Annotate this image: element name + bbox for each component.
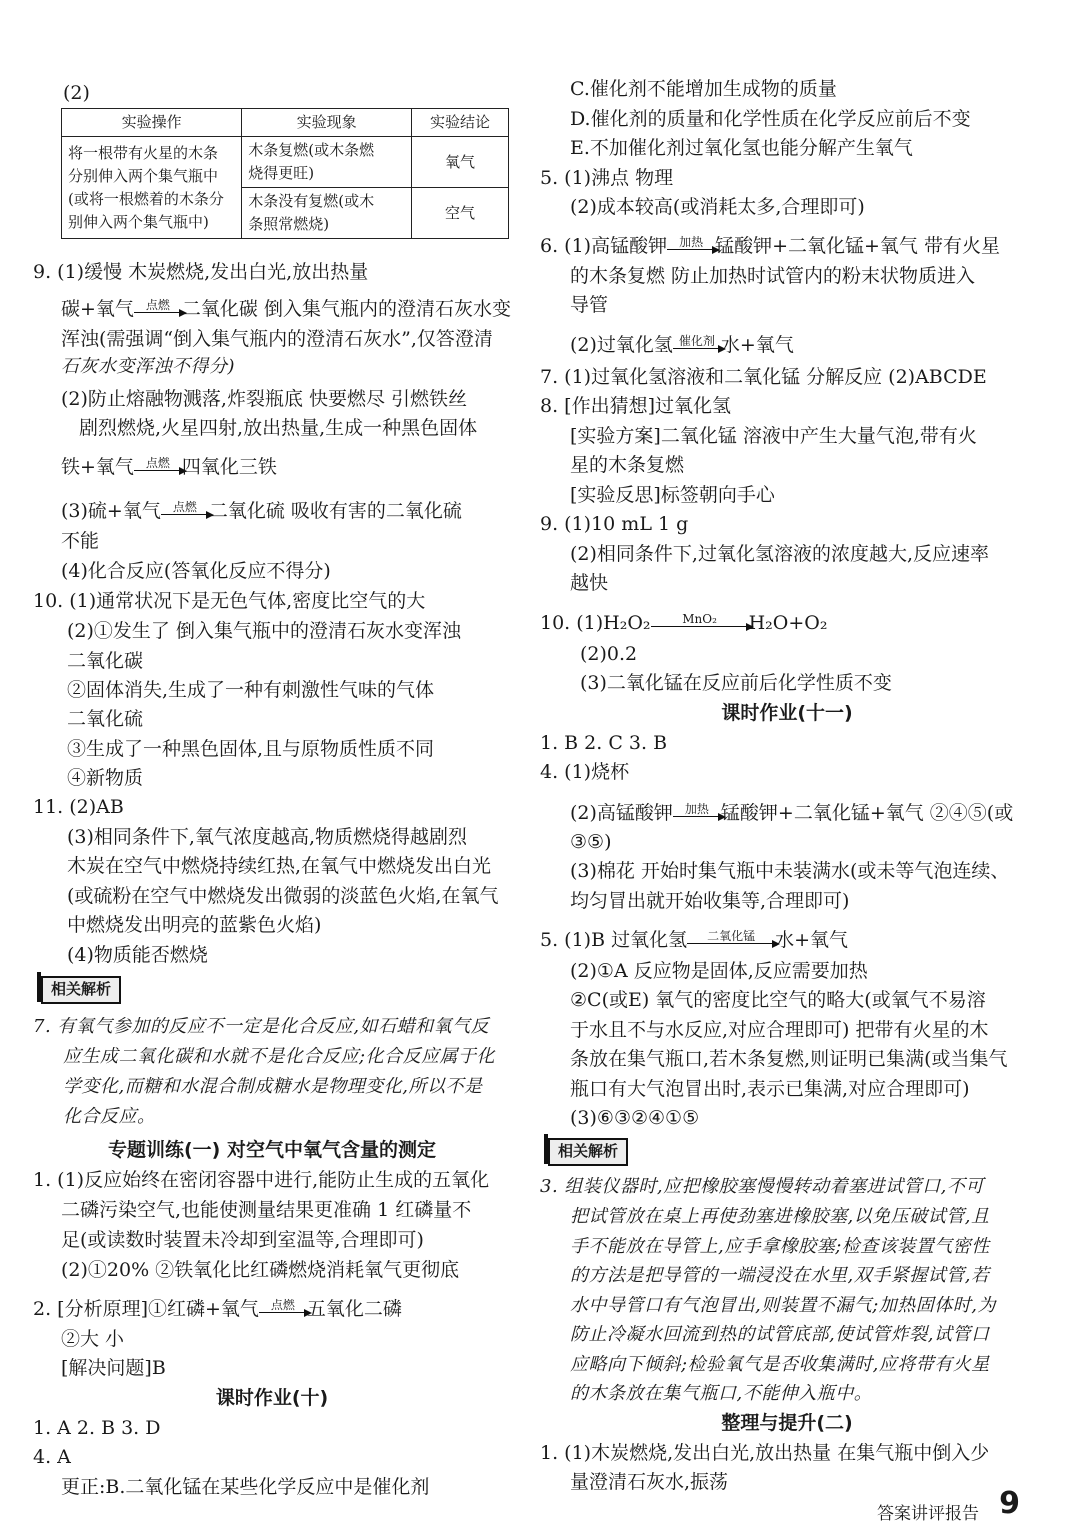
section-heading-special-training: 专题训练(一) 对空气中氧气含量的测定	[108, 1139, 436, 1161]
equation-left: 碳+氧气	[61, 298, 134, 320]
r-q9-a: 9. (1)10 mL 1 g	[540, 513, 689, 535]
equation-left: (2)过氧化氢	[570, 334, 673, 356]
analysis-3-h: 的木条放在集气瓶口,不能伸入瓶中。	[570, 1383, 873, 1404]
q10-part2-e: ③生成了一种黑色固体,且与原物质性质不同	[67, 738, 435, 760]
q10-part2-a: (2)①发生了 倒入集气瓶中的澄清石灰水变浑浊	[67, 620, 461, 642]
op-line: 别伸入两个集气瓶中)	[68, 212, 209, 231]
r-q9-b: (2)相同条件下,过氧化氢溶液的浓度越大,反应速率	[570, 543, 989, 565]
q9-line-3: 浑浊(需强调“倒入集气瓶内的澄清石灰水”,仅答澄清	[61, 328, 493, 350]
q8-part2-label: (2)	[63, 82, 90, 104]
hw11-q5-g: (3)⑥③②④①⑤	[570, 1107, 700, 1129]
obs-line: 烧得更旺)	[248, 164, 315, 182]
q11-part3-d: 中燃烧发出明亮的蓝紫色火焰)	[67, 914, 322, 936]
reaction-arrow: 点燃	[134, 298, 182, 313]
analysis-3-c: 手不能放在导管上,应手拿橡胶塞;检查该装置气密性	[570, 1236, 990, 1257]
special-q2-d: [解决问题]B	[61, 1357, 166, 1379]
obs-line: 条照常燃烧)	[248, 215, 330, 233]
analysis-3-g: 应略向下倾斜;检验氧气是否收集满时,应将带有火星	[570, 1354, 990, 1375]
analysis-tag: 相关解析	[41, 976, 121, 1004]
table-cell-operation	[62, 137, 242, 239]
section-heading-review-2: 整理与提升(二)	[721, 1412, 853, 1434]
equation-right: 二氧化碳 倒入集气瓶内的澄清石灰水变	[181, 298, 511, 320]
q11-part3-a: (3)相同条件下,氧气浓度越高,物质燃烧得越剧烈	[67, 826, 467, 848]
analysis-tag: 相关解析	[548, 1138, 628, 1166]
q10-part1: 10. (1)通常状况下是无色气体,密度比空气的大	[33, 590, 426, 612]
hw10-q4-correction: 更正:B.二氧化锰在某些化学反应中是催化剂	[61, 1476, 430, 1498]
r-option-c: C.催化剂不能增加生成物的质量	[570, 78, 837, 100]
q9-part4: (4)化合反应(答氧化反应不得分)	[61, 560, 331, 582]
op-line: 分别伸入两个集气瓶中	[68, 166, 219, 185]
analysis-3-b: 把试管放在桌上再使劲塞进橡胶塞,以免压破试管,且	[570, 1206, 990, 1227]
r-q8-c: 星的木条复燃	[570, 454, 685, 476]
analysis-7-c: 学变化,而糖和水混合制成糖水是物理变化,所以不是	[63, 1076, 483, 1097]
special-q2-a	[33, 1296, 402, 1322]
r-q8-b: [实验方案]二氧化锰 溶液中产生大量气泡,带有火	[570, 425, 977, 447]
special-q1-c: 足(或读数时装置未冷却到室温等,合理即可)	[61, 1229, 424, 1251]
special-q2-c: ②大 小	[61, 1328, 125, 1350]
hw11-q5-f: 瓶口有大气泡冒出时,表示已集满,对应合理即可)	[570, 1078, 970, 1100]
analysis-3-f: 防止冷凝水回流到热的试管底部,使试管炸裂,试管口	[570, 1324, 990, 1345]
hw10-q1-3: 1. A 2. B 3. D	[33, 1417, 161, 1439]
hw11-q1-3: 1. B 2. C 3. B	[540, 732, 668, 754]
special-q1-b: 二磷污染空气,也能使测量结果更准确 1 红磷量不	[61, 1199, 472, 1221]
q9-part3-c: 不能	[61, 530, 100, 552]
equation-right: 四氧化三铁	[181, 456, 277, 478]
review-q1-a: 1. (1)木炭燃烧,发出白光,放出热量 在集气瓶中倒入少	[540, 1442, 990, 1464]
equation-left: 铁+氧气	[61, 456, 134, 478]
r-option-e: E.不加催化剂过氧化氢也能分解产生氧气	[570, 137, 913, 159]
equation-left: 10. (1)H₂O₂	[540, 612, 651, 634]
analysis-7-b: 应生成二氧化碳和水就不是化合反应;化合反应属于化	[63, 1046, 496, 1067]
table-header-phenomenon: 实验现象	[242, 109, 412, 137]
reaction-arrow: 点燃	[134, 456, 182, 471]
hw10-q4: 4. A	[33, 1446, 71, 1468]
q11-part4: (4)物质能否燃烧	[67, 944, 208, 966]
q10-part2-d: 二氧化硫	[67, 708, 144, 730]
q9-line-1: 9. (1)缓慢 木炭燃烧,发出白光,放出热量	[33, 261, 369, 283]
page-number: 9	[999, 1486, 1020, 1521]
q9-fe-equation	[61, 454, 277, 480]
r-q8-a: 8. [作出猜想]过氧化氢	[540, 395, 731, 417]
r-q6-c: 导管	[570, 294, 609, 316]
special-q1-d: (2)①20% ②铁氧化比红磷燃烧消耗氧气更彻底	[61, 1259, 460, 1281]
q9-line-4: 石灰水变浑浊不得分)	[61, 356, 236, 377]
equation-right: 锰酸钾+二氧化锰+氧气 ②④⑤(或	[720, 802, 1014, 824]
equation-right: 锰酸钾+二氧化锰+氧气 带有火星	[715, 235, 1000, 257]
table-cell-conclusion-2: 空气	[412, 188, 509, 239]
q9-equation	[61, 296, 511, 322]
q11-part3-b: 木炭在空气中燃烧持续红热,在氧气中燃烧发出白光	[67, 855, 492, 877]
equation-left: (2)高锰酸钾	[570, 802, 673, 824]
special-q1-a: 1. (1)反应始终在密闭容器中进行,能防止生成的五氧化	[33, 1169, 490, 1191]
analysis-3-d: 的方法是把导管的一端浸没在水里,双手紧握试管,若	[570, 1265, 990, 1286]
table-cell-conclusion-1: 氧气	[412, 137, 509, 188]
table-cell-phenomenon-1	[242, 137, 412, 188]
reaction-arrow: 二氧化锰	[687, 929, 775, 944]
table-header-operation: 实验操作	[62, 109, 242, 137]
r-q8-d: [实验反思]标签朝向手心	[570, 484, 775, 506]
equation-right: 水+氧气	[775, 929, 849, 951]
analysis-7-d: 化合反应。	[63, 1106, 156, 1127]
analysis-7-a: 7. 有氧气参加的反应不一定是化合反应,如石蜡和氧气反	[33, 1016, 490, 1037]
equation-right: 五氧化二磷	[306, 1298, 402, 1320]
r-q10-b: (2)0.2	[580, 643, 638, 665]
reaction-arrow: 点燃	[161, 500, 209, 515]
analysis-3-a: 3. 组装仪器时,应把橡胶塞慢慢转动着塞进试管口,不可	[540, 1176, 984, 1197]
q9-part3	[61, 498, 462, 524]
q9-part2-a: (2)防止熔融物溅落,炸裂瓶底 快要燃尽 引燃铁丝	[61, 388, 468, 410]
q9-part2-b: 剧烈燃烧,火星四射,放出热量,生成一种黑色固体	[79, 417, 478, 439]
r-q7: 7. (1)过氧化氢溶液和二氧化锰 分解反应 (2)ABCDE	[540, 366, 987, 388]
section-heading-homework-11: 课时作业(十一)	[721, 702, 853, 724]
equation-left: 5. (1)B 过氧化氢	[540, 929, 688, 951]
reaction-arrow: 加热	[673, 802, 721, 817]
r-option-d: D.催化剂的质量和化学性质在化学反应前后不变	[570, 108, 971, 130]
r-q6-equation	[540, 233, 1000, 259]
r-q10-equation	[540, 610, 827, 636]
equation-right: 二氧化硫 吸收有害的二氧化硫	[208, 500, 462, 522]
table-cell-phenomenon-2	[242, 188, 412, 239]
equation-right: H₂O+O₂	[748, 612, 828, 634]
hw11-q4-equation	[570, 800, 1013, 826]
reaction-arrow: 点燃	[259, 1298, 307, 1313]
hw11-q5-equation	[540, 927, 848, 953]
hw11-q4-d: (3)棉花 开始时集气瓶中未装满水(或未等气泡连续、	[570, 860, 1010, 882]
hw11-q4-a: 4. (1)烧杯	[540, 761, 630, 783]
obs-line: 木条没有复燃(或木	[248, 192, 375, 210]
equation-left: 2. [分析原理]①红磷+氧气	[33, 1298, 259, 1320]
equation-right: 水+氧气	[720, 334, 794, 356]
q10-part2-f: ④新物质	[67, 767, 144, 789]
q10-part2-b: 二氧化碳	[67, 650, 144, 672]
analysis-3-e: 水中导管口有气泡冒出,则装置不漏气;加热固体时,为	[570, 1295, 997, 1316]
equation-left: (3)硫+氧气	[61, 500, 161, 522]
equation-left: 6. (1)高锰酸钾	[540, 235, 668, 257]
q11-part3-c: (或硫粉在空气中燃烧发出微弱的淡蓝色火焰,在氧气	[67, 885, 499, 907]
hw11-q5-e: 条放在集气瓶口,若木条复燃,则证明已集满(或当集气	[570, 1048, 1008, 1070]
obs-line: 木条复燃(或木条燃	[248, 141, 375, 159]
review-q1-b: 量澄清石灰水,振荡	[570, 1471, 729, 1493]
r-q6-b: 的木条复燃 防止加热时试管内的粉末状物质进入	[570, 265, 976, 287]
hw11-q4-e: 均匀冒出就开始收集等,合理即可)	[570, 890, 850, 912]
r-q10-c: (3)二氧化锰在反应前后化学性质不变	[580, 672, 892, 694]
reaction-arrow: 催化剂	[673, 334, 721, 349]
reaction-arrow: 加热	[667, 235, 715, 250]
r-q5-a: 5. (1)沸点 物理	[540, 167, 674, 189]
section-heading-homework-10: 课时作业(十)	[215, 1387, 329, 1409]
table-header-conclusion: 实验结论	[412, 109, 509, 137]
op-line: 将一根带有火星的木条	[68, 143, 219, 162]
hw11-q5-d: 于水且不与水反应,对应合理即可) 把带有火星的木	[570, 1019, 989, 1041]
q10-part2-c: ②固体消失,生成了一种有刺激性气味的气体	[67, 679, 435, 701]
hw11-q5-b: (2)①A 反应物是固体,反应需要加热	[570, 960, 868, 982]
q11-part2: 11. (2)AB	[33, 796, 124, 818]
hw11-q5-c: ②C(或E) 氧气的密度比空气的略大(或氧气不易溶	[570, 989, 986, 1011]
hw11-q4-c: ③⑤)	[570, 831, 612, 853]
experiment-table	[61, 108, 509, 239]
op-line: (或将一根燃着的木条分	[68, 189, 224, 208]
r-q6-d	[570, 332, 794, 358]
r-q9-c: 越快	[570, 572, 609, 594]
footer-label: 答案讲评报告	[877, 1504, 979, 1524]
r-q5-b: (2)成本较高(或消耗太多,合理即可)	[570, 196, 865, 218]
reaction-arrow: MnO₂	[651, 612, 749, 627]
